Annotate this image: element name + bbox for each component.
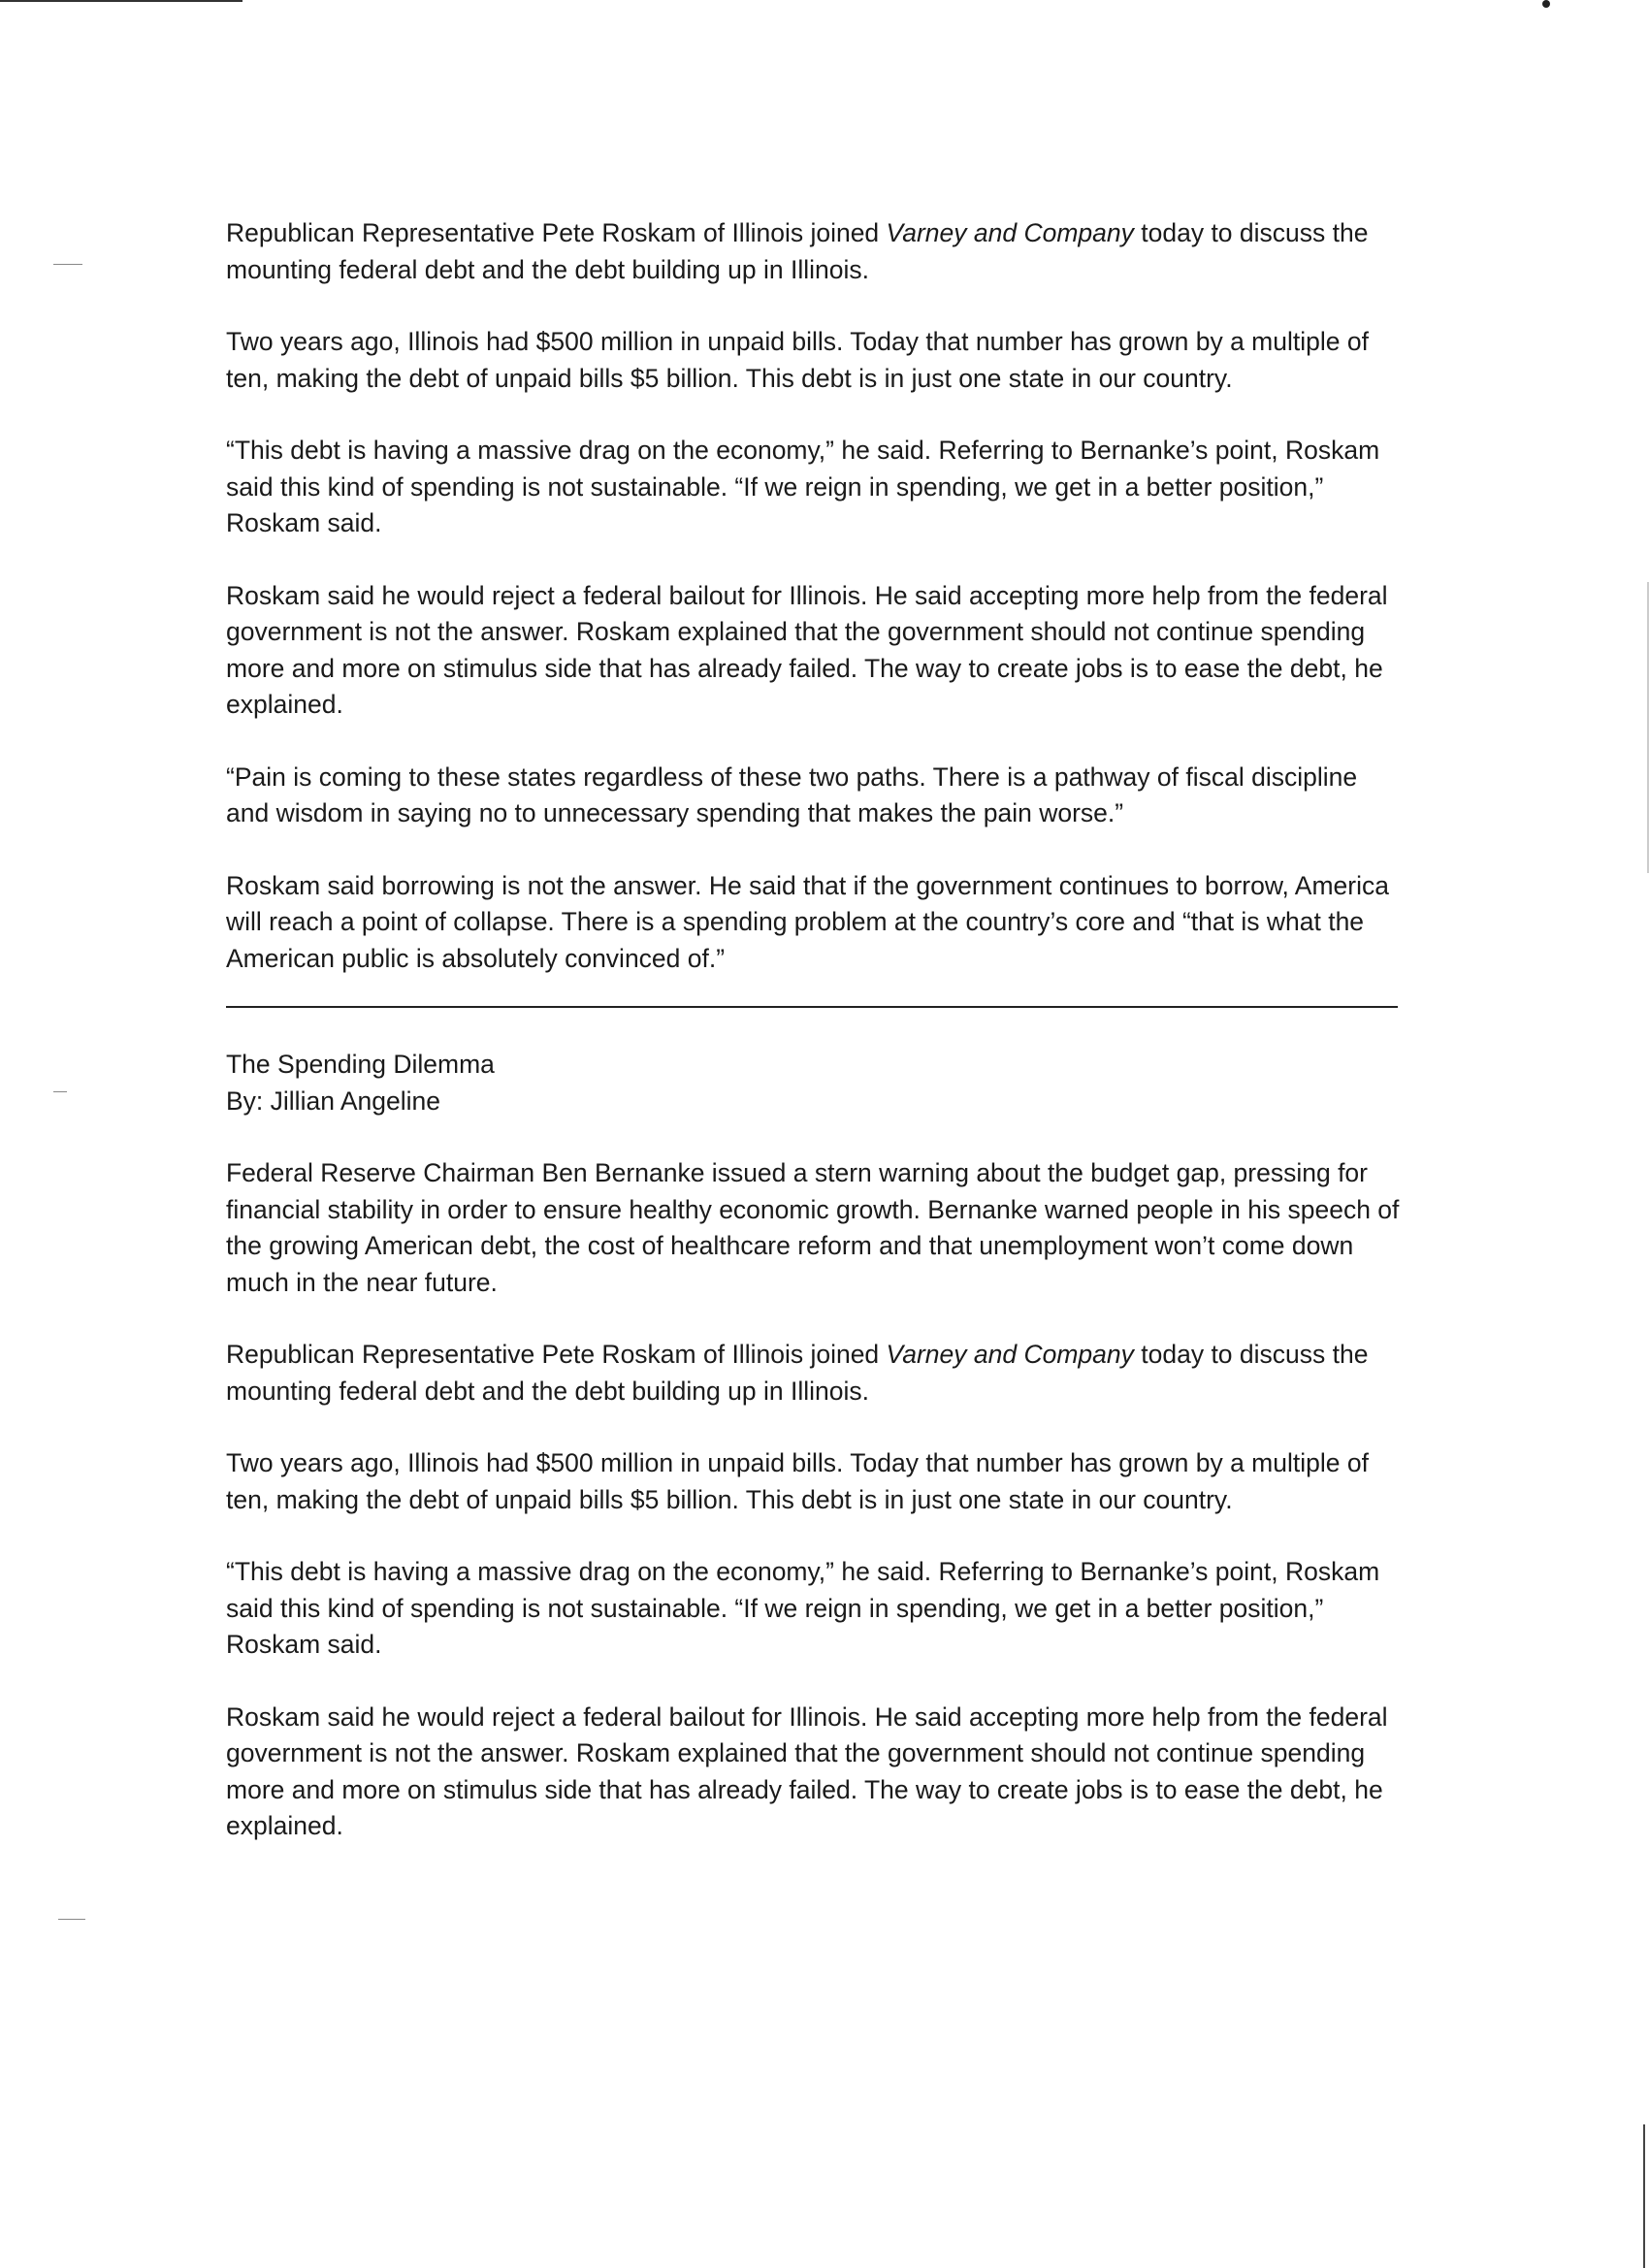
paragraph-bailout: Roskam said he would reject a federal bailout for Illinois. He said accepting more help from the federal government is not the answer. Roskam explained that the government should not continue spending more and more on stimulus side that has already failed. The way to create jobs is to ease the debt, he explained. — [226, 580, 1388, 719]
margin-mark — [53, 264, 82, 265]
article-title: The Spending Dilemma — [226, 1050, 495, 1079]
paragraph-unpaid-bills: Two years ago, Illinois had $500 million in unpaid bills. Today that number has grown by a multiple of ten, making the debt of unpaid bills $5 billion. This debt is in just one state in our country. — [226, 327, 1369, 393]
paragraph-pain-quote: “Pain is coming to these states regardless of these two paths. There is a pathway of fiscal discipline and wisdom in saying no to unnecessary spending that makes the pain worse.” — [226, 761, 1358, 827]
scan-edge-line-top — [0, 0, 242, 2]
paragraph-borrowing: Roskam said borrowing is not the answer. He said that if the government continues to borrow, America will reach a point of collapse. There is a spending problem at the country’s core and “that is what the American public is absolutely convinced of.” — [226, 870, 1389, 973]
paragraph-unpaid-bills-repeat: Two years ago, Illinois had $500 million in unpaid bills. Today that number has grown by a multiple of ten, making the debt of unpaid bills $5 billion. This debt is in just one state in our country. — [226, 1448, 1369, 1514]
paragraph-bernanke: Federal Reserve Chairman Ben Bernanke issued a stern warning about the budget gap, pressing for financial stability in order to ensure healthy economic growth. Bernanke warned people in his speech of the growing American debt, the cost of healthcare reform and that unemployment won’t come down much in the near future. — [226, 1158, 1400, 1297]
section-divider — [226, 1006, 1398, 1008]
paragraph-debt-drag-repeat: “This debt is having a massive drag on the economy,” he said. Referring to Bernanke’s point, Roskam said this kind of spending is not sustainable. “If we reign in spending, we get in a better position,” Roskam said. — [226, 1557, 1380, 1659]
article-header — [226, 1047, 1400, 1119]
paragraph-bailout-repeat: Roskam said he would reject a federal bailout for Illinois. He said accepting more help from the federal government is not the answer. Roskam explained that the government should not continue spending more and more on stimulus side that has already failed. The way to create jobs is to ease the debt, he explained. — [226, 1701, 1388, 1840]
paragraph-debt-drag: “This debt is having a massive drag on the economy,” he said. Referring to Bernanke’s point, Roskam said this kind of spending is not sustainable. “If we reign in spending, we get in a better position,” Roskam said. — [226, 436, 1380, 537]
article-byline: By: Jillian Angeline — [226, 1085, 440, 1116]
paragraph-intro-repeat: Republican Representative Pete Roskam of Illinois joined Varney and Company today to discuss the mounting federal debt and the debt building up in Illinois. — [226, 1340, 1369, 1406]
document-body — [226, 215, 1400, 1881]
margin-mark — [58, 1919, 85, 1920]
paragraph-intro: Republican Representative Pete Roskam of Illinois joined Varney and Company today to discuss the mounting federal debt and the debt building up in Illinois. — [226, 218, 1369, 284]
scan-speck — [1542, 0, 1550, 8]
scan-edge-line-right — [1643, 2124, 1645, 2268]
margin-mark — [53, 1091, 67, 1092]
